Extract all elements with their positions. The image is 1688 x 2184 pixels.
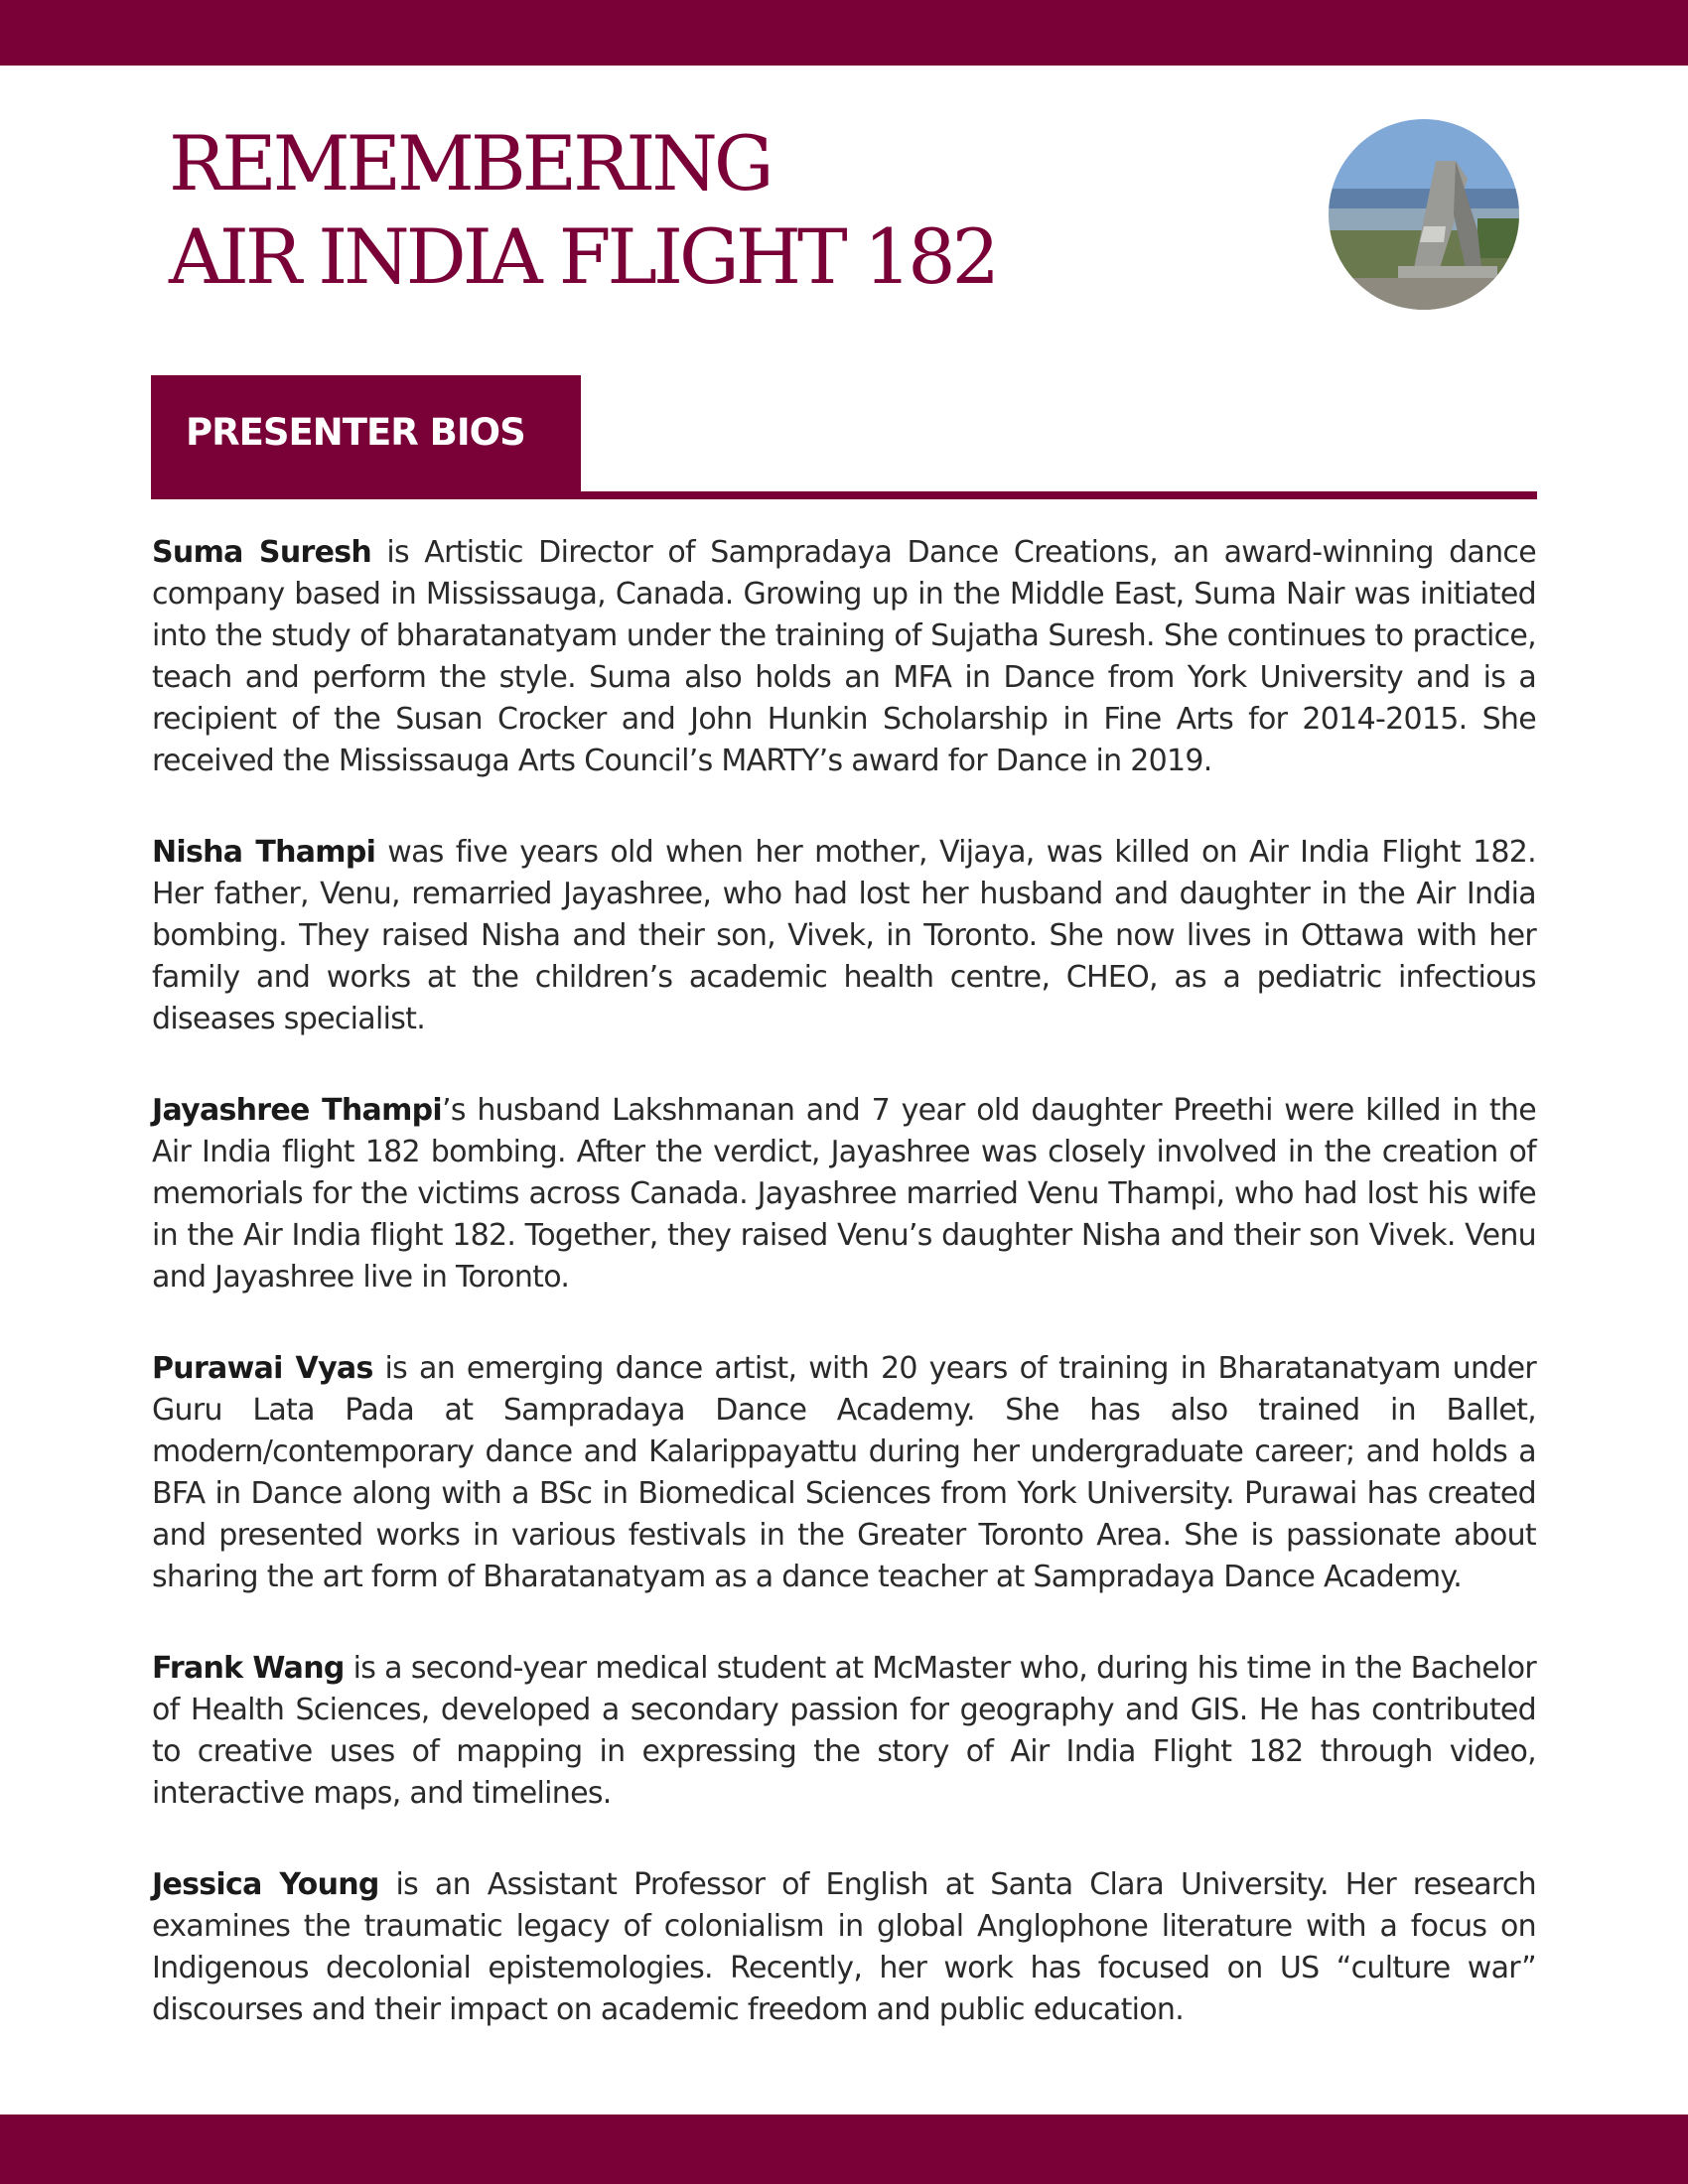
bio-text: is an Assistant Professor of English at Santa Clara University. Her research examines the traumatic legacy of colonialism in global Anglophone literature with a focus on Indigenous decolonial epistemologies. Recently, her work has focused on US “culture war” discourses and their impact on academic freedom and public education. bbox=[152, 1867, 1536, 2027]
presenter-bios bbox=[152, 532, 1536, 2081]
top-banner bbox=[0, 0, 1688, 66]
bio-purawai-vyas bbox=[152, 1348, 1536, 1598]
title-line-2: AIR INDIA FLIGHT 182 bbox=[169, 212, 996, 301]
bio-name: Purawai Vyas bbox=[152, 1351, 373, 1386]
section-title: PRESENTER BIOS bbox=[186, 411, 525, 454]
bio-name: Suma Suresh bbox=[152, 535, 372, 570]
bio-frank-wang bbox=[152, 1648, 1536, 1815]
bio-nisha-thampi bbox=[152, 832, 1536, 1040]
bio-name: Jayashree Thampi bbox=[152, 1093, 443, 1128]
bio-name: Nisha Thampi bbox=[152, 835, 376, 870]
bottom-banner bbox=[0, 2115, 1688, 2184]
bio-text: is Artistic Director of Sampradaya Dance Creations, an award-winning dance company based in Mississauga, Canada. Growing up in the Middle East, Suma Nair was initiated into the study of bharatanatyam under the training of Sujatha Suresh. She continues to practice, teach and perform the style. Suma also holds an MFA in Dance from York University and is a recipient of the Susan Crocker and John Hunkin Scholarship in Fine Arts for 2014-2015. She received the Mississauga Arts Council’s MARTY’s award for Dance in 2019. bbox=[152, 535, 1536, 778]
bio-name: Jessica Young bbox=[152, 1867, 379, 1902]
section-header-tab bbox=[151, 375, 581, 492]
title-line-1: REMEMBERING bbox=[169, 119, 771, 207]
bio-text: was five years old when her mother, Vijaya, was killed on Air India Flight 182. Her father, Venu, remarried Jayashree, who had lost her husband and daughter in the Air India bombing. They raised Nisha and their son, Vivek, in Toronto. She now lives in Ottawa with her family and works at the children’s academic health centre, CHEO, as a pediatric infectious diseases specialist. bbox=[152, 835, 1536, 1036]
bio-jessica-young bbox=[152, 1864, 1536, 2031]
bio-suma-suresh bbox=[152, 532, 1536, 782]
memorial-photo bbox=[1329, 119, 1519, 310]
bio-text: is a second-year medical student at McMaster who, during his time in the Bachelor of Health Sciences, developed a secondary passion for geography and GIS. He has contributed to creative uses of mapping in expressing the story of Air India Flight 182 through video, interactive maps, and timelines. bbox=[152, 1651, 1536, 1811]
section-divider bbox=[151, 491, 1537, 499]
bio-text: ’s husband Lakshmanan and 7 year old daughter Preethi were killed in the Air India flight 182 bombing. After the verdict, Jayashree was closely involved in the creation of memorials for the victims across Canada. Jayashree married Venu Thampi, who had lost his wife in the Air India flight 182. Together, they raised Venu’s daughter Nisha and their son Vivek. Venu and Jayashree live in Toronto. bbox=[152, 1093, 1536, 1295]
bio-text: is an emerging dance artist, with 20 years of training in Bharatanatyam under Guru Lata Pada at Sampradaya Dance Academy. She has also trained in Ballet, modern/contemporary dance and Kalarippayattu during her undergraduate career; and holds a BFA in Dance along with a BSc in Biomedical Sciences from York University. Purawai has created and presented works in various festivals in the Greater Toronto Area. She is passionate about sharing the art form of Bharatanatyam as a dance teacher at Sampradaya Dance Academy. bbox=[152, 1351, 1536, 1594]
bio-jayashree-thampi bbox=[152, 1090, 1536, 1298]
page-title bbox=[169, 117, 996, 304]
bio-name: Frank Wang bbox=[152, 1651, 345, 1686]
